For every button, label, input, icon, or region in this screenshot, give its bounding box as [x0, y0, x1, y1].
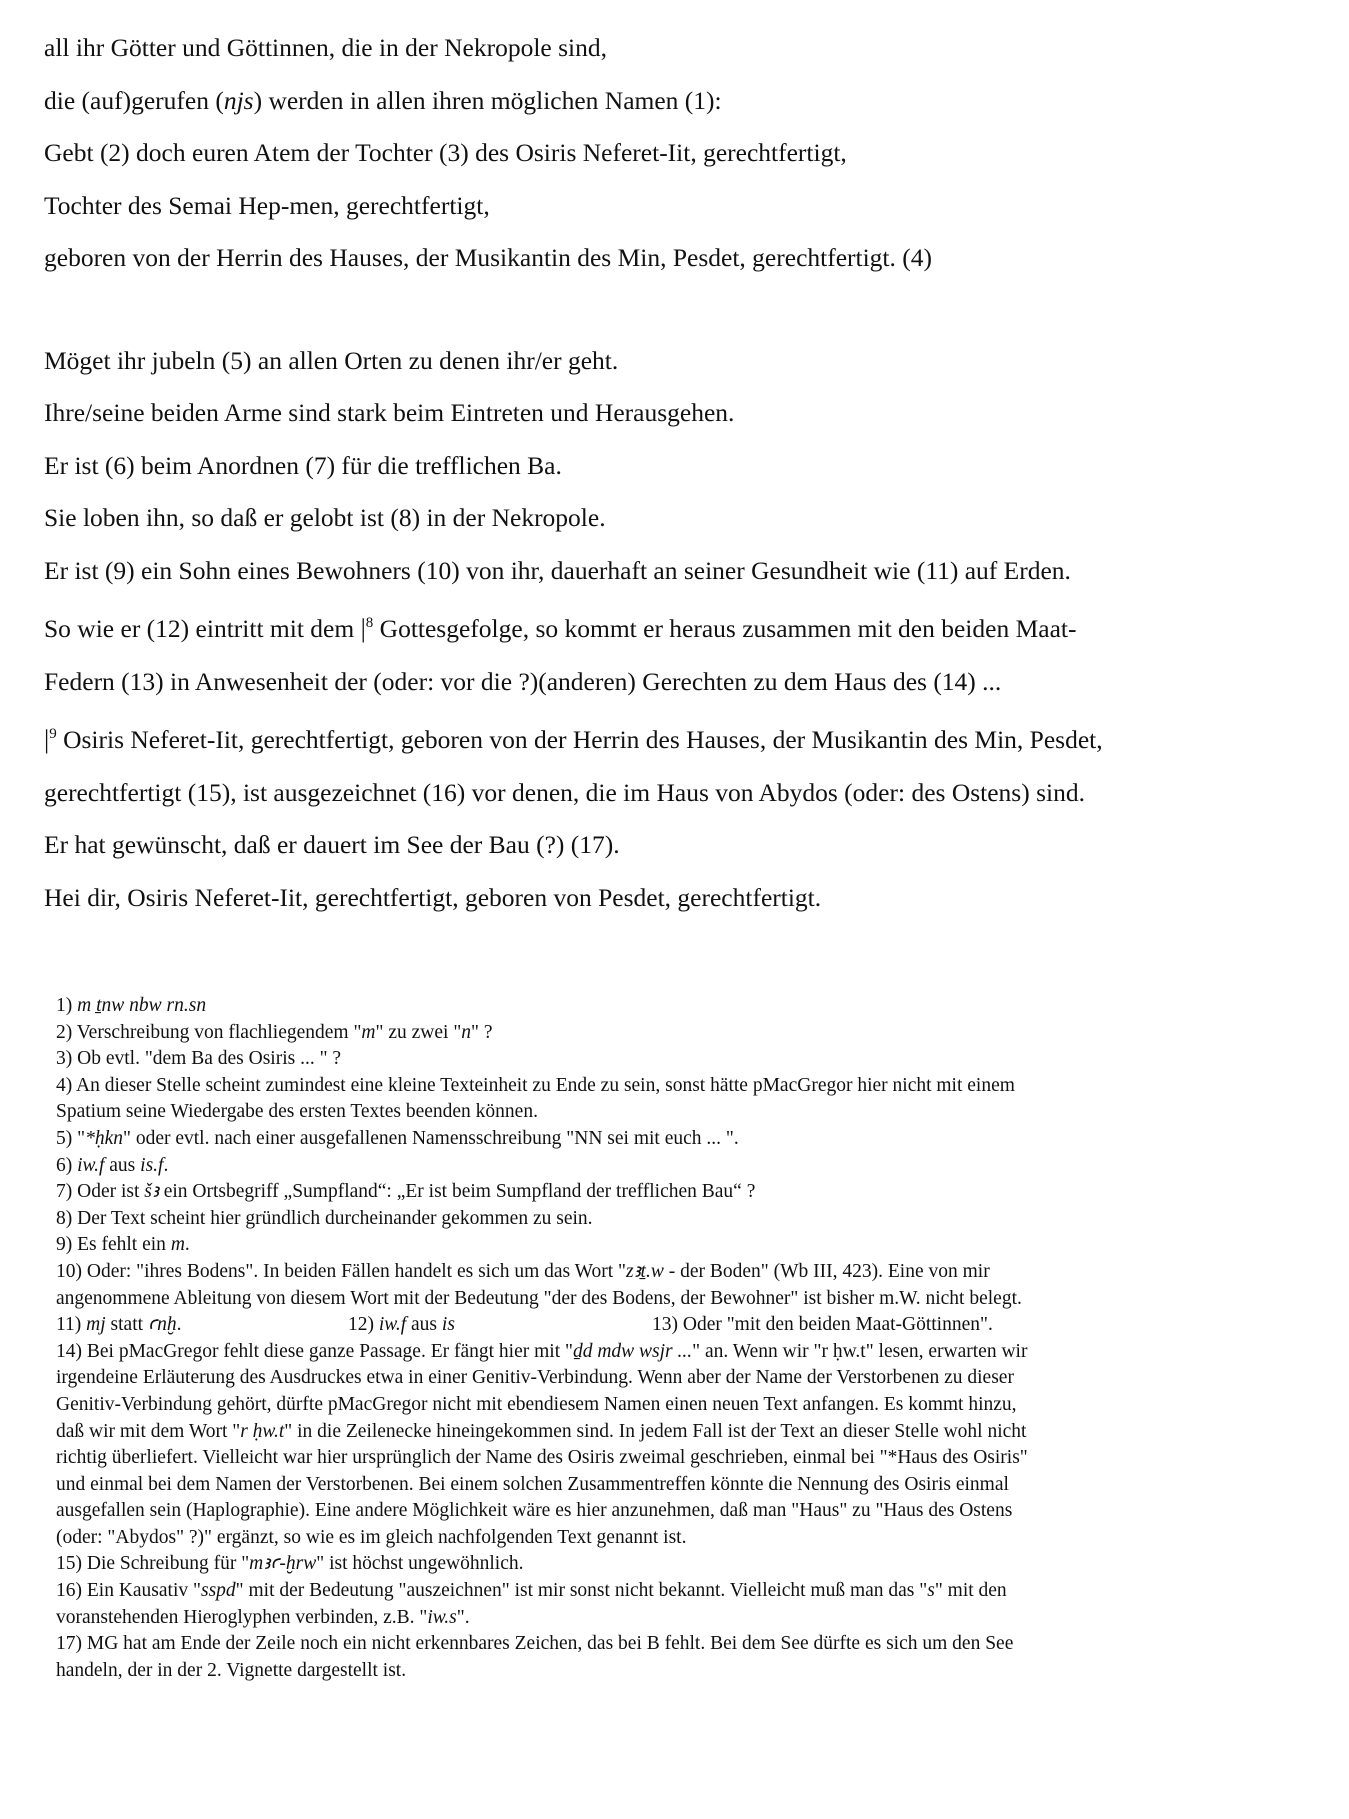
text-line: Er ist (9) ein Sohn eines Bewohners (10) von ihr, dauerhaft an seiner Gesundheit wie (11) auf Erden. — [44, 555, 1071, 585]
footnotes — [56, 993, 1336, 1684]
footnote: 16) Ein Kausativ "sspd" mit der Bedeutung "auszeichnen" ist mir sonst nicht bekannt. Vielleicht muß man das "s" mit den — [56, 1580, 1007, 1602]
footnote: 8) Der Text scheint hier gründlich durcheinander gekommen zu sein. — [56, 1207, 593, 1229]
footnote: 1) m ṯnw nbw rn.sn — [56, 995, 207, 1016]
footnote: 10) Oder: "ihres Bodens". In beiden Fällen handelt es sich um das Wort "zꜣṯ.w - der Boden" (Wb III, 423). Eine von mir — [56, 1260, 990, 1282]
footnote: ausgefallen sein (Haplographie). Eine andere Möglichkeit wäre es hier anzunehmen, daß man "Haus" zu "Haus des Ostens — [56, 1500, 1013, 1522]
footnote: 2) Verschreibung von flachliegendem "m" zu zwei "n" ? — [56, 1021, 493, 1043]
footnote: 15) Die Schreibung für "mꜣꜥ-ḫrw" ist höchst ungewöhnlich. — [56, 1553, 524, 1575]
text-line: Er ist (6) beim Anordnen (7) für die trefflichen Ba. — [44, 450, 562, 480]
footnote: 9) Es fehlt ein m. — [56, 1234, 190, 1256]
footnote: 3) Ob evtl. "dem Ba des Osiris ... " ? — [56, 1048, 342, 1070]
text-line: Ihre/seine beiden Arme sind stark beim Eintreten und Herausgehen. — [44, 398, 735, 427]
footnote: und einmal bei dem Namen der Verstorbenen. Bei einem solchen Zusammentreffen könnte die Nennung des Osiris einmal — [56, 1473, 1009, 1495]
footnote: 7) Oder ist šꜣ ein Ortsbegriff „Sumpfland“: „Er ist beim Sumpfland der trefflichen Bau“ ? — [56, 1181, 756, 1203]
line-number: 9 — [49, 726, 57, 742]
footnote: 11) mj statt ꜥnḫ. — [56, 1314, 182, 1336]
footnote: (oder: "Abydos" ?)" ergänzt, so wie es im gleich nachfolgenden Text genannt ist. — [56, 1526, 687, 1548]
footnote: 6) iw.f aus is.f. — [56, 1154, 169, 1176]
footnote: Genitiv-Verbindung gehört, dürfte pMacGregor nicht mit ebendiesem Namen einen neuen Text anfangen. Es kommt hinzu, — [56, 1393, 1017, 1415]
text-line: Er hat gewünscht, daß er dauert im See der Bau (?) (17). — [44, 830, 620, 859]
footnote: handeln, der in der 2. Vignette dargestellt ist. — [56, 1659, 407, 1681]
text-line: Möget ihr jubeln (5) an allen Orten zu denen ihr/er geht. — [44, 345, 619, 375]
footnote: 17) MG hat am Ende der Zeile noch ein nicht erkennbares Zeichen, das bei B fehlt. Bei dem See dürfte es sich um den See — [56, 1633, 1014, 1655]
footnote: 4) An dieser Stelle scheint zumindest eine kleine Texteinheit zu Ende zu sein, sonst hätte pMacGregor hier nicht mit einem — [56, 1074, 1015, 1096]
text-line: So wie er (12) eintritt mit dem $|^8$ Gottesgefolge, so kommt er heraus zusammen mit den beiden Maat- — [44, 614, 1077, 643]
text-line: Tochter des Semai Hep-men, gerechtfertigt, — [44, 190, 490, 220]
text-line: all ihr Götter und Göttinnen, die in der Nekropole sind, — [44, 33, 608, 62]
footnote: 13) Oder "mit den beiden Maat-Göttinnen". — [652, 1314, 993, 1336]
text-line: Gebt (2) doch euren Atem der Tochter (3) des Osiris Neferet-Iit, gerechtfertigt, — [44, 138, 847, 167]
text-line: Federn (13) in Anwesenheit der (oder: vor die ?)(anderen) Gerechten zu dem Haus des (14) ... — [44, 666, 1002, 696]
footnote: voranstehenden Hieroglyphen verbinden, z.B. "iw.s". — [56, 1606, 470, 1628]
footnote: 12) iw.f aus is — [348, 1314, 455, 1336]
footnote: richtig überliefert. Vielleicht war hier ursprünglich der Name des Osiris zweimal geschrieben, einmal bei "*Haus des Osiris" — [56, 1447, 1028, 1469]
footnote: daß wir mit dem Wort "r ḥw.t" in die Zeilenecke hineingekommen sind. In jedem Fall ist der Text an dieser Stelle wohl nicht — [56, 1420, 1027, 1442]
text-line: geboren von der Herrin des Hauses, der Musikantin des Min, Pesdet, gerechtfertigt. (4) — [44, 243, 933, 272]
footnote: 5) "*ḥkn" oder evtl. nach einer ausgefallenen Namensschreibung "NN sei mit euch ... ". — [56, 1127, 739, 1149]
text-line: Sie loben ihn, so daß er gelobt ist (8) in der Nekropole. — [44, 503, 606, 532]
text-line: Hei dir, Osiris Neferet-Iit, gerechtfertigt, geboren von Pesdet, gerechtfertigt. — [44, 882, 822, 912]
line-marker: | — [44, 725, 50, 754]
stanza-gap — [44, 285, 1334, 335]
footnote: Spatium seine Wiedergabe des ersten Textes beenden können. — [56, 1101, 538, 1123]
footnote: irgendeine Erläuterung des Ausdruckes etwa in einer Genitiv-Verbindung. Wenn aber der Name der Verstorbenen zu dieser — [56, 1367, 1014, 1389]
footnote: angenommene Ableitung von diesem Wort mit der Bedeutung "der des Bodens, der Bewohner" ist bisher m.W. nicht belegt. — [56, 1287, 1022, 1309]
footnote: 14) Bei pMacGregor fehlt diese ganze Passage. Er fängt hier mit "ḏd mdw wsjr ..." an. Wenn wir "r ḥw.t" lesen, erwarten wir — [56, 1340, 1028, 1362]
text-line: gerechtfertigt (15), ist ausgezeichnet (16) vor denen, die im Haus von Abydos (oder: des Ostens) sind. — [44, 777, 1085, 807]
text-line: $|^9$ Osiris Neferet-Iit, gerechtfertigt, geboren von der Herrin des Hauses, der Musikantin des Min, Pesdet, — [44, 725, 1103, 754]
footnote-row — [56, 1312, 1336, 1339]
line-marker: | — [360, 614, 366, 643]
line-number: 8 — [365, 615, 374, 631]
text-line: die (auf)gerufen (njs) werden in allen ihren möglichen Namen (1): — [44, 85, 722, 115]
translation-text — [44, 22, 1334, 924]
